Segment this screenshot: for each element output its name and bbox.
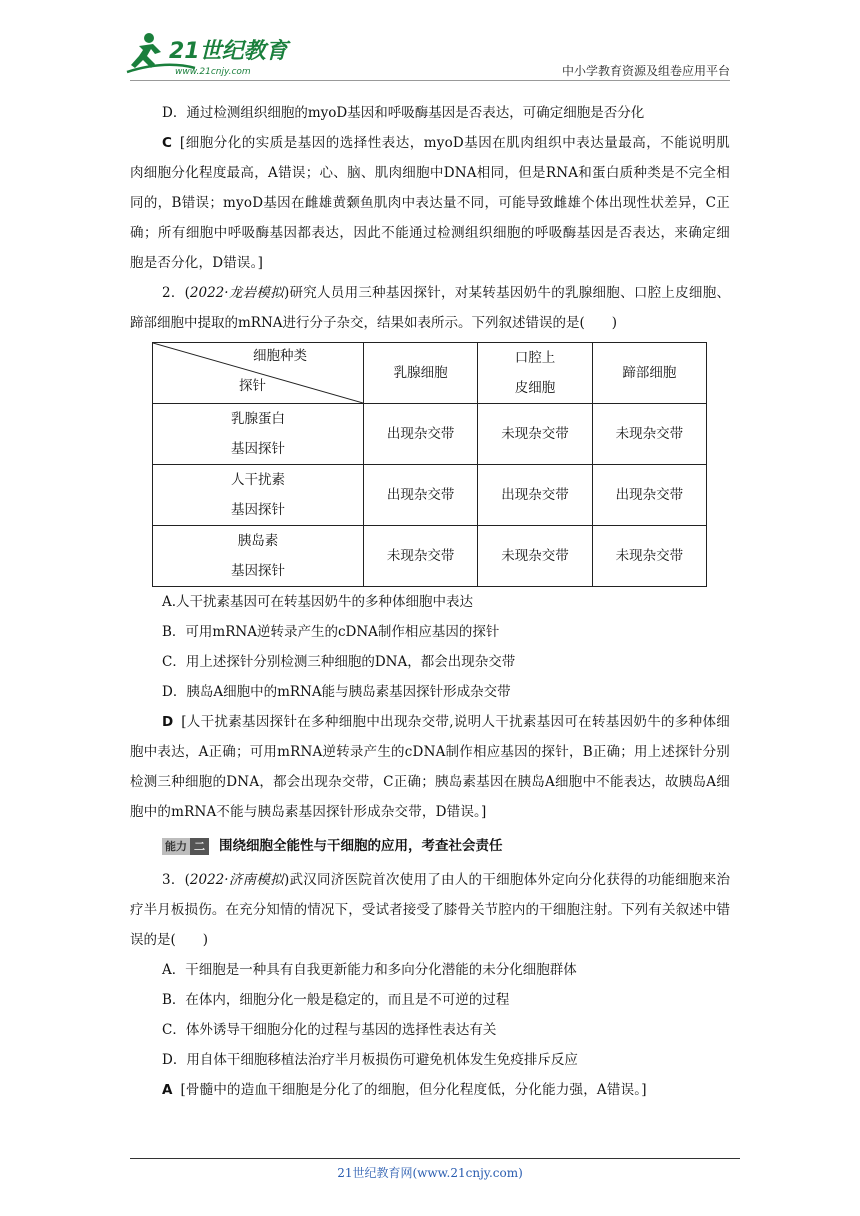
corner-bottom-label: 探针 bbox=[239, 378, 266, 394]
ability-badge bbox=[162, 838, 209, 855]
q2-answer-explanation: [人干扰素基因探针在多种细胞中出现杂交带,说明人干扰素基因可在转基因奶牛的多种体细胞中表达，A正确；可用mRNA逆转录产生的cDNA制作相应基因的探针，B正确；用上述探针分别检测三种细胞的DNA，都会出现杂交带，C正确；胰岛素基因在胰岛A细胞中不能表达，故胰岛A细胞中的mRNA不能与胰岛素基因探针形成杂交带，D错误。] bbox=[130, 714, 730, 820]
table-cell: 未现杂交带 bbox=[592, 526, 706, 587]
section-heading bbox=[162, 831, 730, 861]
probe-table bbox=[152, 342, 707, 587]
table-row bbox=[153, 526, 707, 587]
q2-option-a: A.人干扰素基因可在转基因奶牛的多种体细胞中表达 bbox=[162, 594, 474, 610]
q2-option-d: D．胰岛A细胞中的mRNA能与胰岛素基因探针形成杂交带 bbox=[162, 684, 511, 700]
table-row bbox=[153, 404, 707, 465]
site-logo bbox=[125, 30, 295, 80]
header-divider bbox=[130, 80, 730, 81]
q3-answer-letter: A bbox=[162, 1082, 173, 1098]
table-cell: 未现杂交带 bbox=[592, 404, 706, 465]
footer-divider bbox=[130, 1158, 740, 1159]
q1-answer bbox=[130, 128, 730, 278]
badge-label: 能力 bbox=[162, 838, 190, 855]
q3-source: 2022·济南模拟 bbox=[189, 872, 284, 888]
table-corner-cell bbox=[153, 343, 364, 404]
q3-option-c: C．体外诱导干细胞分化的过程与基因的选择性表达有关 bbox=[162, 1022, 497, 1038]
q3-option-a: A．干细胞是一种具有自我更新能力和多向分化潜能的未分化细胞群体 bbox=[162, 962, 577, 978]
column-header: 乳腺细胞 bbox=[364, 343, 478, 404]
q3-answer-explanation: [骨髓中的造血干细胞是分化了的细胞，但分化程度低，分化能力强，A错误。] bbox=[180, 1082, 647, 1098]
footer-link[interactable]: 21世纪教育网(www.21cnjy.com) bbox=[337, 1166, 523, 1180]
q2-option-b: B．可用mRNA逆转录产生的cDNA制作相应基因的探针 bbox=[162, 624, 500, 640]
column-header: 口腔上 皮细胞 bbox=[478, 343, 592, 404]
badge-number: 二 bbox=[190, 838, 209, 855]
table-row bbox=[153, 465, 707, 526]
q2-answer bbox=[130, 707, 730, 827]
column-header: 蹄部细胞 bbox=[592, 343, 706, 404]
section-title: 围绕细胞全能性与干细胞的应用，考查社会责任 bbox=[219, 838, 503, 854]
page-header bbox=[0, 0, 860, 82]
table-cell: 出现杂交带 bbox=[592, 465, 706, 526]
q2-source: 2022·龙岩模拟 bbox=[189, 285, 284, 301]
q2-number: 2．( bbox=[162, 285, 190, 301]
page-content bbox=[130, 98, 730, 1105]
runner-logo-icon bbox=[125, 30, 295, 78]
table-cell: 出现杂交带 bbox=[478, 465, 592, 526]
table-cell: 出现杂交带 bbox=[364, 465, 478, 526]
svg-text:www.21cnjy.com: www.21cnjy.com bbox=[175, 67, 251, 77]
row-header: 乳腺蛋白 基因探针 bbox=[153, 404, 364, 465]
q3-option-d: D．用自体干细胞移植法治疗半月板损伤可避免机体发生免疫排斥反应 bbox=[162, 1052, 578, 1068]
platform-name: 中小学教育资源及组卷应用平台 bbox=[561, 64, 730, 78]
q2-stem bbox=[130, 278, 730, 338]
table-cell: 未现杂交带 bbox=[478, 404, 592, 465]
table-cell: 出现杂交带 bbox=[364, 404, 478, 465]
table-header-row bbox=[153, 343, 707, 404]
svg-text:21世纪教育: 21世纪教育 bbox=[169, 39, 288, 64]
q1-answer-explanation: [细胞分化的实质是基因的选择性表达，myoD基因在肌肉组织中表达量最高，不能说明肌肉细胞分化程度最高，A错误；心、脑、肌肉细胞中DNA相同，但是RNA和蛋白质种类是不完全相同的，B错误；myoD基因在雌雄黄颡鱼肌肉中表达量不同，可能导致雌雄个体出现性状差异，C正确；所有细胞中呼吸酶基因都表达，因此不能通过检测组织细胞的呼吸酶基因是否表达，来确定细胞是否分化，D错误。] bbox=[130, 135, 730, 271]
row-header: 胰岛素 基因探针 bbox=[153, 526, 364, 587]
q3-option-b: B．在体内，细胞分化一般是稳定的，而且是不可逆的过程 bbox=[162, 992, 510, 1008]
q2-answer-letter: D bbox=[162, 714, 174, 730]
q1-option-d: D．通过检测组织细胞的myoD基因和呼吸酶基因是否表达，可确定细胞是否分化 bbox=[162, 105, 645, 121]
q3-answer bbox=[130, 1075, 730, 1105]
table-cell: 未现杂交带 bbox=[364, 526, 478, 587]
q2-option-c: C．用上述探针分别检测三种细胞的DNA，都会出现杂交带 bbox=[162, 654, 516, 670]
q3-stem bbox=[130, 865, 730, 955]
row-header: 人干扰素 基因探针 bbox=[153, 465, 364, 526]
q2-stem-text: )研究人员用三种基因探针，对某转基因奶牛的乳腺细胞、口腔上皮细胞、蹄部细胞中提取的mRNA进行分子杂交，结果如表所示。下列叙述错误的是( ) bbox=[130, 285, 730, 331]
q3-number: 3．( bbox=[162, 872, 190, 888]
table-cell: 未现杂交带 bbox=[478, 526, 592, 587]
q3-stem-text: )武汉同济医院首次使用了由人的干细胞体外定向分化获得的功能细胞来治疗半月板损伤。在充分知情的情况下，受试者接受了膝骨关节腔内的干细胞注射。下列有关叙述中错误的是( ) bbox=[130, 872, 730, 948]
corner-top-label: 细胞种类 bbox=[253, 348, 307, 364]
q1-answer-letter: C bbox=[162, 135, 172, 151]
